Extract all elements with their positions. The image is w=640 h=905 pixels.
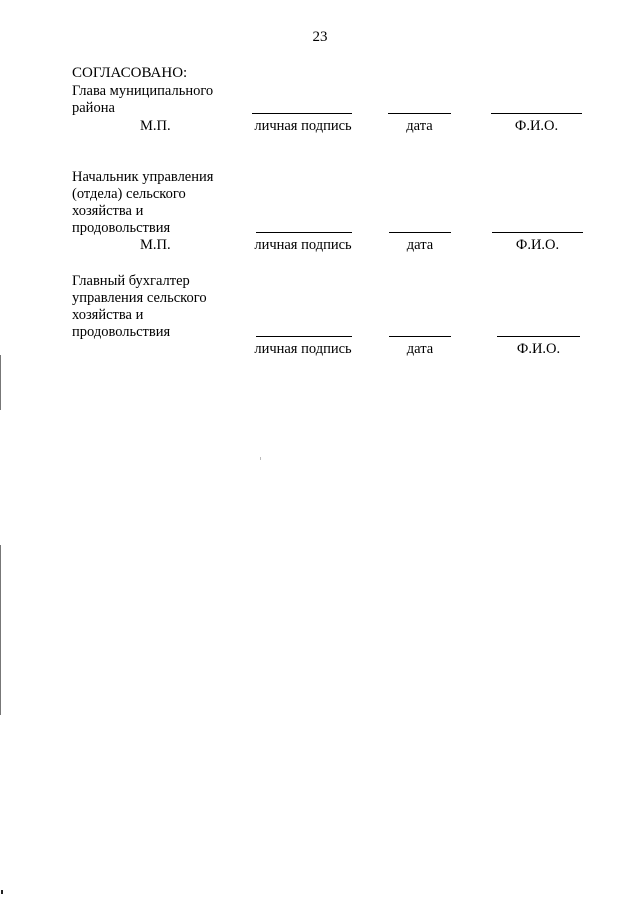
name-caption: Ф.И.О. [515,237,560,253]
block-title: Глава муниципального района [72,83,214,116]
signature-line [256,336,352,337]
page-number: 23 [312,29,328,45]
stamp-label: М.П. [140,237,171,253]
scan-artifact [260,457,261,460]
date-caption: дата [406,341,434,357]
date-caption: дата [406,118,433,134]
stamp-label: М.П. [140,118,171,134]
name-caption: Ф.И.О. [514,118,559,134]
signature-caption: личная подпись [254,341,352,357]
block-title: Главный бухгалтер управления сельского хозяйства и продовольствия [72,273,207,340]
date-line [389,336,451,337]
signature-line [256,232,352,233]
scan-artifact [1,890,3,894]
scan-artifact [0,355,1,410]
scan-artifact [0,545,1,715]
signature-caption: личная подпись [254,118,352,134]
date-caption: дата [406,237,434,253]
approval-heading: СОГЛАСОВАНО: [72,65,188,81]
date-line [388,113,451,114]
signature-line [252,113,352,114]
block-title: Начальник управления (отдела) сельского хозяйства и продовольствия [72,169,214,236]
name-line [491,113,582,114]
name-caption: Ф.И.О. [516,341,561,357]
name-line [492,232,583,233]
date-line [389,232,451,233]
name-line [497,336,580,337]
signature-caption: личная подпись [254,237,352,253]
